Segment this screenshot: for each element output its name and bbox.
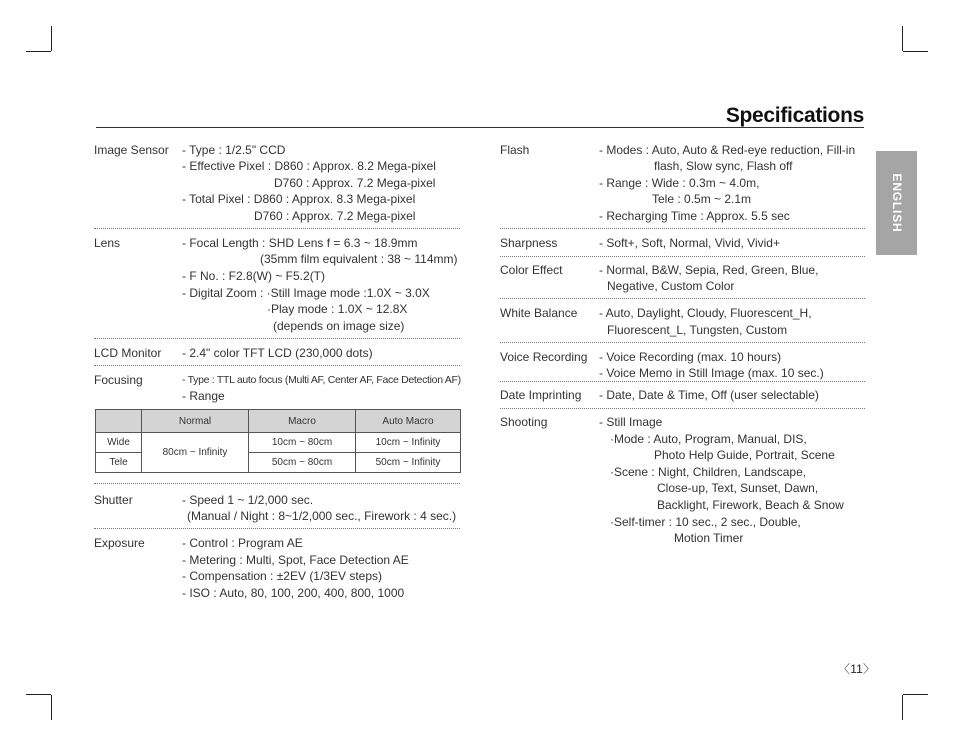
spec-value-line: - Effective Pixel : D860 : Approx. 8.2 Mega-pixel xyxy=(182,159,436,173)
spec-value-line: - F No. : F2.8(W) ~ F5.2(T) xyxy=(182,269,326,283)
spec-value-line: (depends on image size) xyxy=(273,319,405,333)
spec-value-line: Negative, Custom Color xyxy=(607,279,735,293)
spec-value-line: Tele : 0.5m ~ 2.1m xyxy=(652,192,752,206)
spec-value-line: D760 : Approx. 7.2 Mega-pixel xyxy=(274,176,436,190)
spec-value-line: - Soft+, Soft, Normal, Vivid, Vivid+ xyxy=(599,236,780,250)
spec-value-line: Close-up, Text, Sunset, Dawn, xyxy=(657,481,819,495)
crop-mark-tr-vertical xyxy=(902,26,903,51)
section-divider xyxy=(94,228,460,229)
table-cell: 10cm ~ 80cm xyxy=(249,433,356,453)
spec-label-white-balance: White Balance xyxy=(500,306,578,320)
spec-value-line: - Digital Zoom : ·Still Image mode :1.0X ~ 3.0X xyxy=(182,286,430,300)
spec-label-flash: Flash xyxy=(500,143,530,157)
table-header-cell: Macro xyxy=(249,410,356,433)
crop-mark-br-vertical xyxy=(902,695,903,720)
spec-label-lens: Lens xyxy=(94,236,121,250)
spec-label-voice-recording: Voice Recording xyxy=(500,350,588,364)
spec-value-line: flash, Slow sync, Flash off xyxy=(654,159,793,173)
section-divider xyxy=(500,342,865,343)
section-divider xyxy=(94,365,460,366)
table-header-cell: Auto Macro xyxy=(356,410,461,433)
spec-value-line: - ISO : Auto, 80, 100, 200, 400, 800, 1000 xyxy=(182,586,405,600)
spec-label-focusing: Focusing xyxy=(94,373,143,387)
table-row-label: Tele xyxy=(96,453,142,473)
table-cell: 50cm ~ Infinity xyxy=(356,453,461,473)
crop-mark-tl-horizontal xyxy=(26,51,51,52)
crop-mark-br-horizontal xyxy=(903,694,928,695)
spec-value-line: - Normal, B&W, Sepia, Red, Green, Blue, xyxy=(599,263,819,277)
table-header-cell: Normal xyxy=(142,410,249,433)
spec-value-line: - 2.4" color TFT LCD (230,000 dots) xyxy=(182,346,373,360)
spec-value-line: - Voice Recording (max. 10 hours) xyxy=(599,350,782,364)
spec-value-line: (Manual / Night : 8~1/2,000 sec., Firework : 4 sec.) xyxy=(187,509,457,523)
spec-value-line: - Type : TTL auto focus (Multi AF, Center AF, Face Detection AF) xyxy=(182,374,461,386)
section-divider xyxy=(94,483,460,484)
spec-value-line: ·Mode : Auto, Program, Manual, DIS, xyxy=(610,432,807,446)
page-title: Specifications xyxy=(725,104,864,127)
section-divider xyxy=(500,381,865,382)
spec-value-line: ·Play mode : 1.0X ~ 12.8X xyxy=(267,302,408,316)
focus-range-table xyxy=(95,409,461,473)
spec-value-line: Photo Help Guide, Portrait, Scene xyxy=(654,448,835,462)
title-underline xyxy=(96,127,864,128)
spec-label-color-effect: Color Effect xyxy=(500,263,563,277)
table-cell-normal: 80cm ~ Infinity xyxy=(142,433,249,473)
crop-mark-tl-vertical xyxy=(51,26,52,51)
spec-value-line: - Focal Length : SHD Lens f = 6.3 ~ 18.9mm xyxy=(182,236,418,250)
crop-mark-bl-vertical xyxy=(51,695,52,720)
crop-mark-bl-horizontal xyxy=(26,694,51,695)
spec-value-line: - Auto, Daylight, Cloudy, Fluorescent_H, xyxy=(599,306,812,320)
spec-value-line: - Control : Program AE xyxy=(182,536,303,550)
spec-label-date-imprinting: Date Imprinting xyxy=(500,388,582,402)
spec-value-line: (35mm film equivalent : 38 ~ 114mm) xyxy=(260,252,458,266)
section-divider xyxy=(500,408,865,409)
spec-value-line: - Speed 1 ~ 1/2,000 sec. xyxy=(182,493,314,507)
spec-value-line: - Compensation : ±2EV (1/3EV steps) xyxy=(182,569,383,583)
table-header-cell xyxy=(96,410,142,433)
page-number: 〈11〉 xyxy=(838,662,876,676)
spec-label-lcd-monitor: LCD Monitor xyxy=(94,346,162,360)
section-divider xyxy=(500,298,865,299)
crop-mark-tr-horizontal xyxy=(903,51,928,52)
spec-label-sharpness: Sharpness xyxy=(500,236,558,250)
spec-value-line: Fluorescent_L, Tungsten, Custom xyxy=(607,323,788,337)
spec-value-line: ·Scene : Night, Children, Landscape, xyxy=(610,465,807,479)
table-row-label: Wide xyxy=(96,433,142,453)
language-tab xyxy=(876,151,917,255)
spec-value-line: Backlight, Firework, Beach & Snow xyxy=(657,498,844,512)
spec-value-line: - Total Pixel : D860 : Approx. 8.3 Mega-pixel xyxy=(182,192,416,206)
spec-label-exposure: Exposure xyxy=(94,536,145,550)
section-divider xyxy=(94,528,460,529)
spec-value-line: - Still Image xyxy=(599,415,663,429)
spec-value-line: - Type : 1/2.5" CCD xyxy=(182,143,286,157)
spec-label-shooting: Shooting xyxy=(500,415,548,429)
spec-value-line: - Range : Wide : 0.3m ~ 4.0m, xyxy=(599,176,760,190)
spec-value-line: - Range xyxy=(182,389,225,403)
spec-value-line: - Metering : Multi, Spot, Face Detection AE xyxy=(182,553,409,567)
table-row xyxy=(96,433,461,453)
spec-value-line: ·Self-timer : 10 sec., 2 sec., Double, xyxy=(610,515,801,529)
spec-label-shutter: Shutter xyxy=(94,493,133,507)
section-divider xyxy=(94,338,460,339)
spec-value-line: - Voice Memo in Still Image (max. 10 sec.) xyxy=(599,366,824,380)
table-cell: 50cm ~ 80cm xyxy=(249,453,356,473)
spec-value-line: - Date, Date & Time, Off (user selectable) xyxy=(599,388,819,402)
spec-value-line: Motion Timer xyxy=(674,531,744,545)
spec-value-line: - Modes : Auto, Auto & Red-eye reduction, Fill-in xyxy=(599,143,856,157)
table-cell: 10cm ~ Infinity xyxy=(356,433,461,453)
language-tab-label: ENGLISH xyxy=(889,173,904,233)
spec-value-line: - Recharging Time : Approx. 5.5 sec xyxy=(599,209,790,223)
section-divider xyxy=(500,228,865,229)
section-divider xyxy=(500,256,865,257)
spec-value-line: D760 : Approx. 7.2 Mega-pixel xyxy=(254,209,416,223)
spec-label-image-sensor: Image Sensor xyxy=(94,143,169,157)
